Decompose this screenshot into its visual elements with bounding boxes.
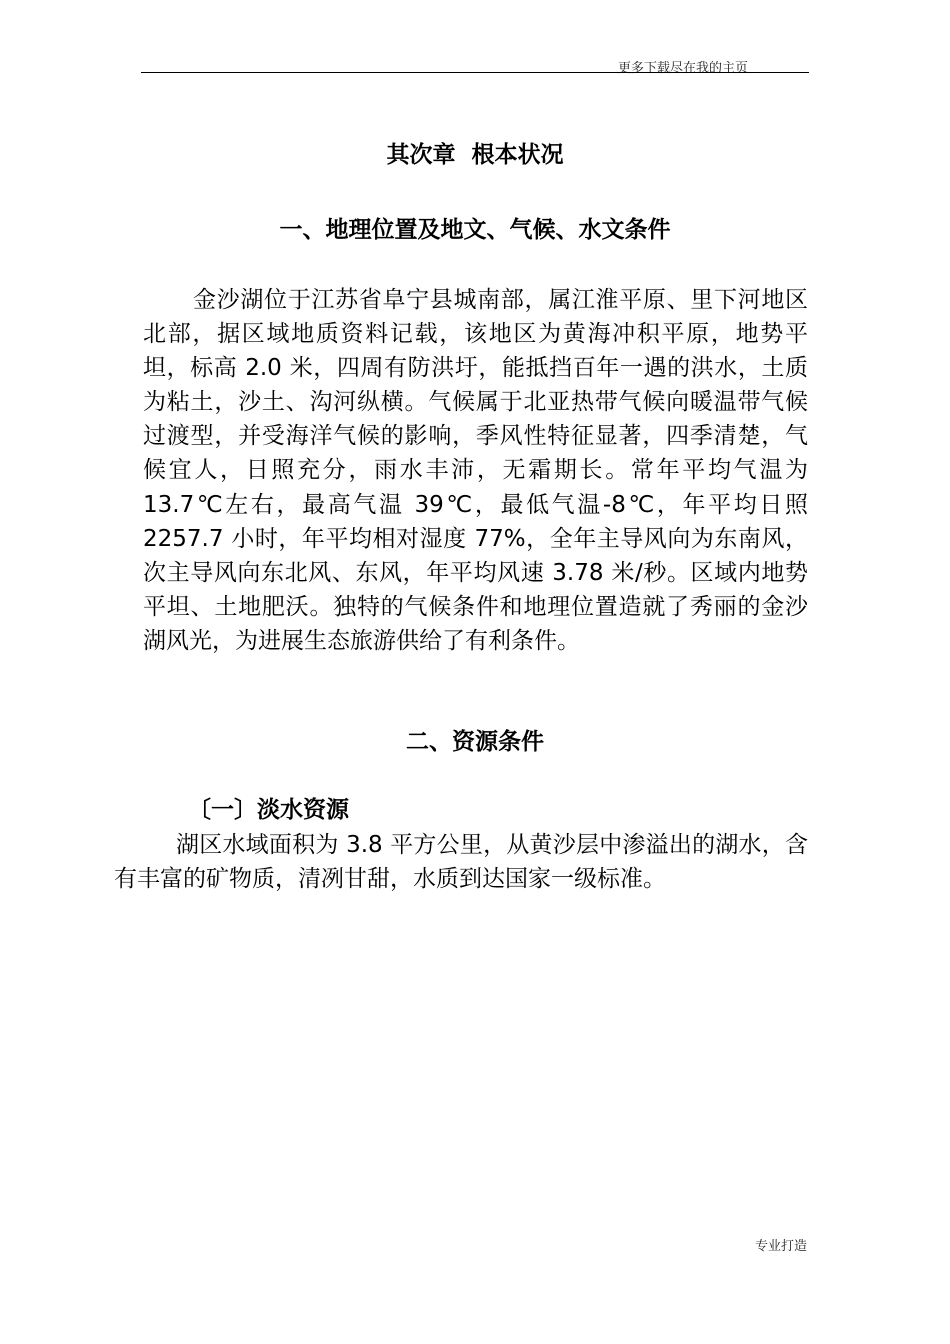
section-title-geography: 一、地理位置及地文、气候、水文条件 — [279, 217, 671, 243]
geography-paragraph: 金沙湖位于江苏省阜宁县城南部，属江淮平原、里下河地区北部，据区域地质资料记载，该地区为黄海冲积平原，地势平坦，标高 2.0 米，四周有防洪圩，能抵挡百年一遇的洪水，土质为粘土，沙土、沟河纵横。气候属于北亚热带气候向暖温带气候过渡型，并受海洋气候的影响，季风性特征显著，四季清楚，气候宜人，日照充分，雨水丰沛，无霜期长。常年平均气温为 13.7℃左右，最高气温 39℃，最低气温-8℃，年平均日照 2257.7 小时，年平均相对湿度 77%，全年主导风向为东南风，次主导风向东北风、东风，年平均风速 3.78 米/秒。区域内地势平坦、土地肥沃。独特的气候条件和地理位置造就了秀丽的金沙湖风光，为进展生态旅游供给了有利条件。 — [143, 287, 808, 654]
page-footer-text: 专业打造 — [754, 1239, 807, 1254]
section-title-resources: 二、资源条件 — [406, 729, 544, 755]
header-divider — [141, 72, 809, 73]
freshwater-paragraph: 湖区水域面积为 3.8 平方公里，从黄沙层中渗溢出的湖水，含有丰富的矿物质，清冽甘甜，水质到达国家一级标准。 — [114, 832, 808, 893]
subsection-title-freshwater: 〔一〕淡水资源 — [188, 797, 349, 823]
chapter-title: 其次章 根本状况 — [386, 142, 564, 168]
page-header-text: 更多下载尽在我的主页 — [617, 61, 748, 76]
